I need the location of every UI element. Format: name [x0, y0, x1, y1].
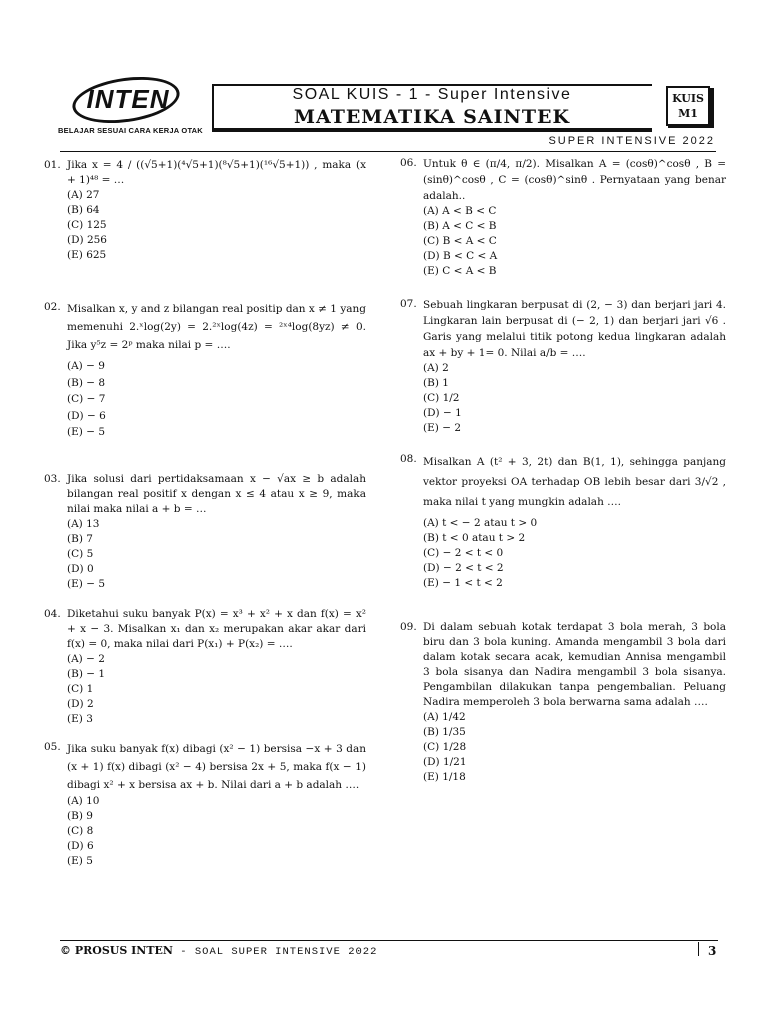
question-stem: Jika solusi dari pertidaksamaan x − √ax ≥ b adalah bilangan real positif x dengan x ≤ 4 atau x ≥ 9, maka nilai maka nilai a + b = …: [67, 473, 366, 515]
option-b: (B) 9: [67, 810, 93, 822]
option-d: (D) − 6: [67, 409, 106, 422]
option-c: (C) 5: [67, 548, 94, 560]
option-b: (B) 7: [67, 533, 93, 545]
option-e: (E) 5: [67, 855, 93, 867]
badge-line2: M1: [678, 107, 698, 120]
option-a: (A) 10: [67, 795, 100, 807]
question-number: 04.: [44, 608, 61, 620]
option-c: (C) 1: [67, 683, 94, 695]
question-number: 03.: [44, 473, 61, 485]
badge-shadow-side: [710, 88, 714, 128]
option-a: (A) 2: [423, 362, 449, 374]
option-c: (C) 8: [67, 825, 94, 837]
option-e: (E) − 5: [67, 578, 106, 590]
footer-subtitle: - SOAL SUPER INTENSIVE 2022: [172, 946, 378, 958]
footer: [60, 944, 377, 958]
question-number: 09.: [400, 621, 417, 633]
option-d: (D) − 1: [423, 407, 462, 419]
option-b: (B) 64: [67, 204, 100, 216]
option-e: (E) − 1 < t < 2: [423, 577, 503, 589]
option-b: (B) 1/35: [423, 726, 466, 738]
header-line1: SOAL KUIS - 1 - Super Intensive: [292, 86, 572, 103]
question-04: [44, 607, 366, 727]
question-number: 05.: [44, 741, 61, 753]
option-b: (B) − 1: [67, 668, 106, 680]
option-c: (C) 1/2: [423, 392, 460, 404]
logo-text: INTEN: [86, 84, 170, 114]
question-stem: Untuk θ ∈ (π/4, π/2). Misalkan A = (cosθ)^cosθ , B = (sinθ)^cosθ , C = (cosθ)^sinθ . Pernyataan yang benar adalah..: [423, 158, 726, 202]
question-05: [44, 740, 366, 869]
question-08: [400, 452, 726, 591]
option-e: (E) 1/18: [423, 771, 466, 783]
question-stem: Diketahui suku banyak P(x) = x³ + x² + x dan f(x) = x² + x − 3. Misalkan x₁ dan x₂ merupakan akar akar dari f(x) = 0, maka nilai dari P(x₁) + P(x₂) = ….: [67, 608, 366, 650]
question-09: [400, 620, 726, 785]
option-a: (A) 13: [67, 518, 100, 530]
option-a: (A) 27: [67, 189, 100, 201]
option-e: (E) 625: [67, 249, 107, 261]
option-a: (A) A < B < C: [423, 205, 497, 217]
footer-brand: © PROSUS INTEN: [60, 944, 173, 957]
option-a: (A) t < − 2 atau t > 0: [423, 517, 538, 529]
question-02: [44, 300, 366, 441]
page-title: MATEMATIKA SAINTEK: [293, 106, 571, 128]
option-b: (B) − 8: [67, 376, 106, 389]
option-c: (C) − 7: [67, 393, 106, 405]
badge-line1: KUIS: [672, 92, 704, 105]
option-b: (B) A < C < B: [423, 220, 497, 232]
question-01: [44, 158, 366, 263]
question-number: 07.: [400, 298, 417, 310]
option-d: (D) B < C < A: [423, 250, 498, 262]
question-07: [400, 297, 726, 436]
option-e: (E) 3: [67, 713, 93, 725]
option-b: (B) t < 0 atau t > 2: [423, 532, 526, 544]
option-d: (D) − 2 < t < 2: [423, 562, 504, 574]
header-subtitle: SUPER INTENSIVE 2022: [548, 135, 715, 147]
option-b: (B) 1: [423, 377, 449, 389]
option-a: (A) − 9: [67, 360, 105, 372]
question-number: 06.: [400, 157, 417, 169]
option-c: (C) − 2 < t < 0: [423, 547, 504, 559]
logo-tagline: BELAJAR SESUAI CARA KERJA OTAK: [58, 126, 203, 135]
question-stem: Misalkan x, y and z bilangan real positip dan x ≠ 1 yang memenuhi 2.ˣlog(2y) = 2.²ˣlog(4z) = ²ˣ⁴log(8yz) ≠ 0. Jika y⁵z = 2ᵖ maka nilai p = ….: [67, 303, 366, 351]
option-c: (C) 125: [67, 219, 107, 231]
question-stem: Sebuah lingkaran berpusat di (2, − 3) dan berjari jari 4. Lingkaran lain berpusat di (− 2, 1) dan berjari jari √6 . Garis yang melalui titik potong kedua lingkaran adalah ax + by + 1= 0. Nilai a/b = ….: [423, 299, 726, 359]
option-c: (C) B < A < C: [423, 235, 497, 247]
option-a: (A) 1/42: [423, 711, 466, 723]
option-e: (E) − 5: [67, 426, 106, 438]
question-03: [44, 472, 366, 592]
question-number: 02.: [44, 301, 61, 313]
title-box-shadow: [212, 128, 652, 132]
option-d: (D) 0: [67, 563, 94, 575]
option-d: (D) 256: [67, 234, 107, 246]
question-number: 01.: [44, 159, 61, 171]
question-stem: Misalkan A (t² + 3, 2t) dan B(1, 1), sehingga panjang vektor proyeksi OA terhadap OB lebih besar dari 3/√2 , maka nilai t yang mungkin adalah ….: [423, 456, 726, 508]
page-number: 3: [708, 944, 717, 958]
option-e: (E) C < A < B: [423, 265, 497, 277]
option-a: (A) − 2: [67, 653, 105, 665]
question-number: 08.: [400, 453, 417, 465]
header-divider: [60, 151, 716, 152]
option-d: (D) 6: [67, 840, 94, 852]
option-c: (C) 1/28: [423, 741, 467, 753]
footer-separator: [698, 942, 699, 956]
question-stem: Jika suku banyak f(x) dibagi (x² − 1) bersisa −x + 3 dan (x + 1) f(x) dibagi (x² − 4) bersisa 2x + 5, maka f(x − 1) dibagi x² + x bersisa ax + b. Nilai dari a + b adalah ….: [67, 743, 366, 791]
question-stem: Di dalam sebuah kotak terdapat 3 bola merah, 3 bola biru dan 3 bola kuning. Amanda mengambil 3 bola dari dalam kotak secara acak, kemudian Annisa mengambil 3 bola sisanya dan Nadira mengambil 3 bola sisanya. Pengambilan dilakukan tanpa pengembalian. Peluang Nadira memperoleh 3 bola berwarna sama adalah ….: [423, 621, 726, 708]
option-d: (D) 1/21: [423, 756, 467, 768]
quiz-badge: [666, 86, 710, 126]
option-e: (E) − 2: [423, 422, 462, 434]
question-stem: Jika x = 4 / ((√5+1)(⁴√5+1)(⁸√5+1)(¹⁶√5+1)) , maka (x + 1)⁴⁸ = …: [67, 159, 366, 186]
option-d: (D) 2: [67, 698, 94, 710]
question-06: [400, 156, 726, 279]
footer-divider: [60, 940, 718, 941]
